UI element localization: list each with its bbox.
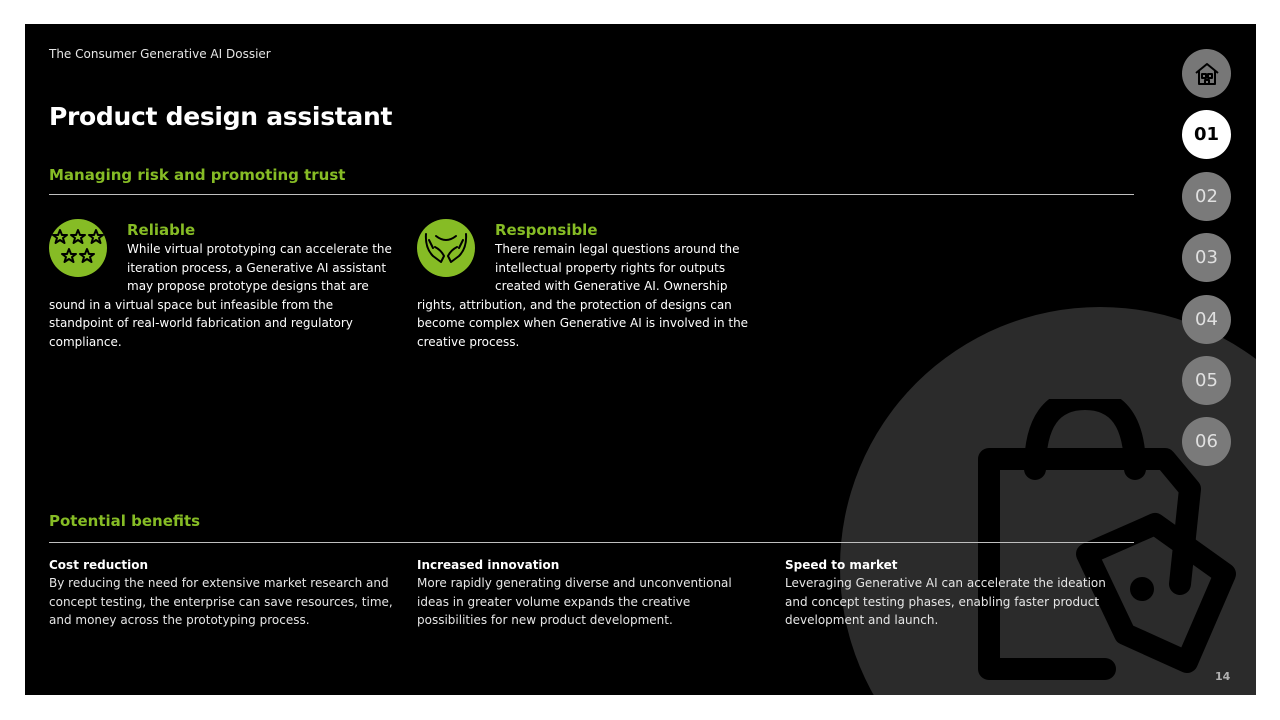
icon-text-wrap-spacer <box>417 240 495 294</box>
nav-section-02[interactable]: 02 <box>1182 172 1231 221</box>
reliable-card-text <box>49 240 394 351</box>
home-icon <box>1193 60 1221 88</box>
icon-text-wrap-spacer <box>49 240 127 294</box>
benefit-speed-to-market <box>785 557 1115 630</box>
nav-section-05[interactable]: 05 <box>1182 356 1231 405</box>
benefit-title: Speed to market <box>785 558 898 572</box>
responsible-card-title: Responsible <box>495 221 598 239</box>
benefit-text: More rapidly generating diverse and unconventional ideas in greater volume expands the creative possibilities for new product development. <box>417 576 732 627</box>
benefit-title: Cost reduction <box>49 558 149 572</box>
benefits-section-heading: Potential benefits <box>49 512 201 530</box>
benefit-increased-innovation <box>417 557 762 630</box>
benefit-cost-reduction <box>49 557 394 630</box>
benefits-section-divider <box>49 542 1134 543</box>
slide <box>25 24 1256 695</box>
benefit-text: Leveraging Generative AI can accelerate the ideation and concept testing phases, enabling faster product development and launch. <box>785 576 1106 627</box>
document-title: The Consumer Generative AI Dossier <box>49 47 271 61</box>
risk-section-divider <box>49 194 1134 195</box>
nav-section-04[interactable]: 04 <box>1182 295 1231 344</box>
responsible-card-body: There remain legal questions around the intellectual property rights for outputs created with Generative AI. Ownership rights, attribution, and the protection of designs can become complex when Generative AI is involved in the creative process. <box>417 242 749 349</box>
reliable-card-body: While virtual prototyping can accelerate the iteration process, a Generative AI assistant may propose prototype designs that are sound in a virtual space but infeasible from the standpoint of real-world fabrication and regulatory compliance. <box>49 242 392 349</box>
page-number: 14 <box>1215 670 1231 683</box>
benefit-text: By reducing the need for extensive market research and concept testing, the enterprise can save resources, time, and money across the prototyping process. <box>49 576 393 627</box>
home-button[interactable] <box>1182 49 1231 98</box>
nav-section-03[interactable]: 03 <box>1182 233 1231 282</box>
reliable-card-title: Reliable <box>127 221 196 239</box>
risk-section-heading: Managing risk and promoting trust <box>49 166 346 184</box>
page-title: Product design assistant <box>49 102 393 131</box>
nav-section-01[interactable]: 01 <box>1182 110 1231 159</box>
nav-section-06[interactable]: 06 <box>1182 417 1231 466</box>
responsible-card-text <box>417 240 762 351</box>
benefit-title: Increased innovation <box>417 558 560 572</box>
